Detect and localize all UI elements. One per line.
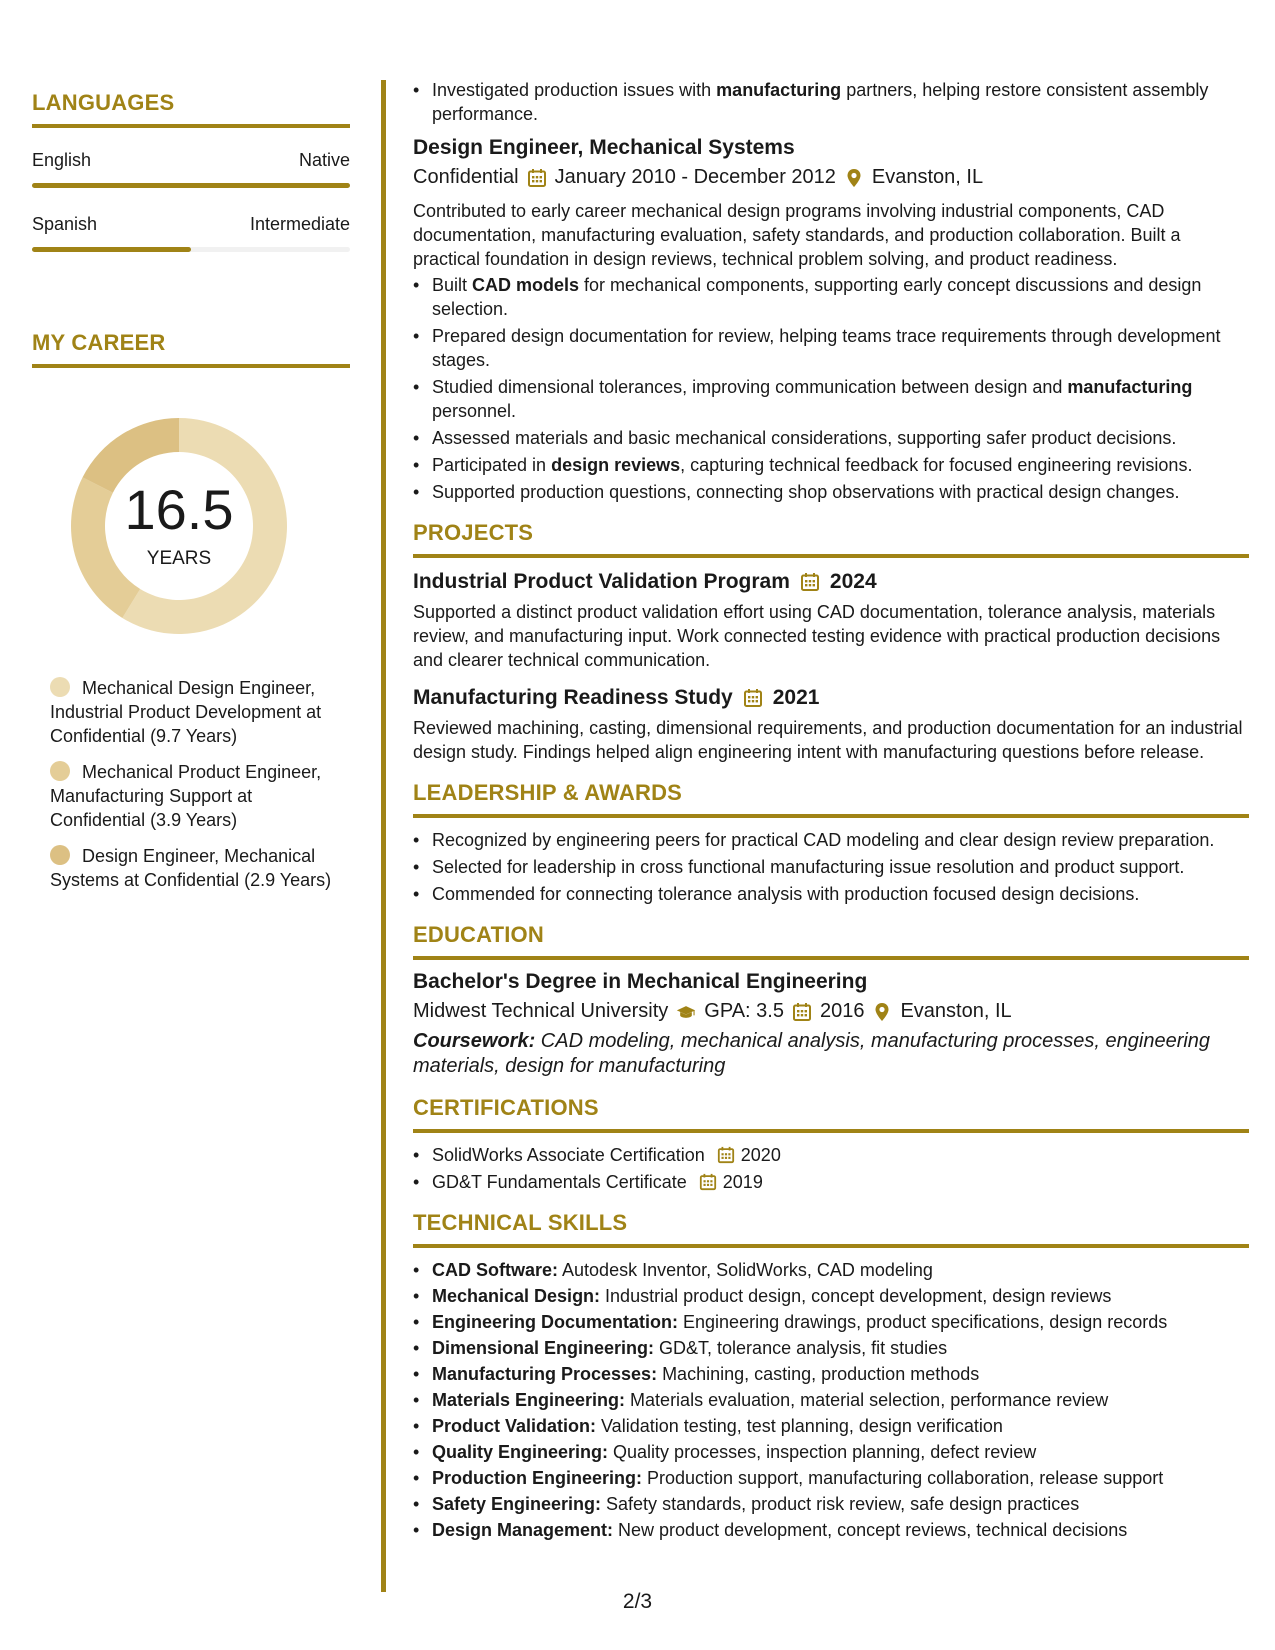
continued-bullets (413, 78, 1249, 126)
language-name: English (32, 150, 92, 170)
career-total-unit: YEARS (146, 548, 212, 569)
bullet-item: • Assessed materials and basic mechanical considerations, supporting safer product decisions. (413, 426, 1249, 450)
skill-item: • Product Validation: Validation testing, test planning, design verification (413, 1414, 1249, 1438)
language-item (32, 150, 350, 188)
skills-title: TECHNICAL SKILLS (413, 1210, 1249, 1248)
skill-item: • Production Engineering: Production support, manufacturing collaboration, release support (413, 1466, 1249, 1490)
career-legend-label: Design Engineer, Mechanical Systems at Confidential (2.9 Years) (50, 846, 332, 890)
language-level: Native (298, 150, 350, 170)
bullet-item: • Supported production questions, connecting shop observations with practical design changes. (413, 480, 1249, 504)
project-entry (413, 570, 1249, 672)
job-company: Confidential (413, 166, 519, 188)
right-column (413, 78, 1249, 1544)
bullet-item: • Built CAD models for mechanical components, supporting early concept discussions and design selection. (413, 273, 1249, 321)
language-proficiency-fill (32, 183, 350, 188)
bullet-item: • Investigated production issues with manufacturing partners, helping restore consistent assembly performance. (413, 78, 1249, 126)
calendar-icon (743, 688, 763, 708)
bullet-item: • Prepared design documentation for review, helping teams trace requirements through development stages. (413, 324, 1249, 372)
calendar-icon (800, 572, 820, 592)
graduation-cap-icon (676, 1002, 696, 1022)
certifications-list (413, 1143, 1249, 1194)
legend-dot-icon (50, 761, 70, 781)
project-name: Industrial Product Validation Program (413, 570, 790, 593)
skill-item: • Materials Engineering: Materials evaluation, material selection, performance review (413, 1388, 1249, 1412)
career-legend-label: Mechanical Product Engineer, Manufacturing Support at Confidential (3.9 Years) (50, 762, 322, 830)
education-location: Evanston, IL (900, 1000, 1012, 1022)
language-item (32, 214, 350, 252)
languages-section (32, 90, 350, 252)
project-year: 2024 (829, 570, 877, 593)
education-title: EDUCATION (413, 922, 1249, 960)
legend-dot-icon (50, 845, 70, 865)
coursework-text: CAD modeling, mechanical analysis, manufacturing processes, engineering materials, design for manufacturing (413, 1030, 1211, 1077)
skill-item: • Safety Engineering: Safety standards, product risk review, safe design practices (413, 1492, 1249, 1516)
legend-dot-icon (50, 677, 70, 697)
bullet-item: • Studied dimensional tolerances, improving communication between design and manufacturing personnel. (413, 375, 1249, 423)
language-proficiency-bar (32, 247, 350, 252)
award-item: • Commended for connecting tolerance analysis with production focused design decisions. (413, 882, 1249, 906)
gpa: GPA: 3.5 (704, 1000, 784, 1022)
skills-section (413, 1210, 1249, 1542)
certification-year: 2019 (722, 1172, 763, 1192)
certification-item (413, 1170, 1249, 1194)
career-legend (32, 676, 350, 892)
certification-name: • SolidWorks Associate Certification (432, 1145, 705, 1165)
location-pin-icon (872, 1002, 892, 1022)
career-donut-chart (65, 412, 293, 640)
job-location: Evanston, IL (871, 166, 984, 188)
job-entry (413, 136, 1249, 504)
education-section (413, 922, 1249, 1079)
column-divider (381, 80, 386, 1592)
certification-item (413, 1143, 1249, 1167)
page-number: 2/3 (622, 1590, 653, 1613)
job-title: Design Engineer, Mechanical Systems (413, 136, 795, 159)
job-meta (413, 166, 1249, 189)
awards-title: LEADERSHIP & AWARDS (413, 780, 1249, 818)
career-legend-item (50, 844, 332, 892)
career-legend-label: Mechanical Design Engineer, Industrial Product Development at Confidential (9.7 Years) (50, 678, 322, 746)
career-legend-item (50, 760, 332, 832)
languages-title: LANGUAGES (32, 90, 350, 128)
graduation-year: 2016 (819, 1000, 865, 1022)
award-item: • Selected for leadership in cross functional manufacturing issue resolution and product support. (413, 855, 1249, 879)
skill-item: • Design Management: New product development, concept reviews, technical decisions (413, 1518, 1249, 1542)
calendar-icon (527, 168, 547, 188)
projects-title: PROJECTS (413, 520, 1249, 558)
project-entry (413, 686, 1249, 764)
project-description: Supported a distinct product validation effort using CAD documentation, tolerance analysis, materials review, and manufacturing input. Work connected testing evidence with practical production decisions and clearer technical communication. (413, 602, 1221, 670)
skills-list (413, 1258, 1249, 1542)
certification-name: • GD&T Fundamentals Certificate (432, 1172, 687, 1192)
calendar-icon (717, 1146, 735, 1164)
career-section (32, 330, 350, 892)
skill-item: • Quality Engineering: Quality processes, inspection planning, defect review (413, 1440, 1249, 1464)
career-legend-item (50, 676, 332, 748)
school-name: Midwest Technical University (413, 1000, 669, 1022)
job-bullets (413, 273, 1249, 504)
certifications-section (413, 1095, 1249, 1194)
location-pin-icon (844, 168, 864, 188)
skill-item: • Dimensional Engineering: GD&T, tolerance analysis, fit studies (413, 1336, 1249, 1360)
award-item: • Recognized by engineering peers for practical CAD modeling and clear design review preparation. (413, 828, 1249, 852)
skill-item: • CAD Software: Autodesk Inventor, SolidWorks, CAD modeling (413, 1258, 1249, 1282)
calendar-icon (792, 1002, 812, 1022)
career-total-years: 16.5 (124, 478, 234, 541)
skill-item: • Mechanical Design: Industrial product design, concept development, design reviews (413, 1284, 1249, 1308)
project-year: 2021 (772, 686, 820, 709)
bullet-item: • Participated in design reviews, capturing technical feedback for focused engineering revisions. (413, 453, 1249, 477)
awards-section (413, 780, 1249, 906)
language-name: Spanish (32, 214, 98, 234)
calendar-icon (699, 1173, 717, 1191)
job-summary: Contributed to early career mechanical design programs involving industrial components, CAD documentation, manufacturing evaluation, safety standards, and production collaboration. Built a practical foundation in design reviews, technical problem solving, and product readiness. (413, 201, 1181, 269)
coursework-label: Coursework: (413, 1030, 536, 1052)
language-level: Intermediate (249, 214, 350, 234)
skill-item: • Engineering Documentation: Engineering drawings, product specifications, design records (413, 1310, 1249, 1334)
job-dates: January 2010 - December 2012 (554, 166, 836, 188)
projects-section (413, 520, 1249, 764)
skill-item: • Manufacturing Processes: Machining, casting, production methods (413, 1362, 1249, 1386)
career-title: MY CAREER (32, 330, 350, 368)
certifications-title: CERTIFICATIONS (413, 1095, 1249, 1133)
language-proficiency-fill (32, 247, 191, 252)
coursework (413, 1029, 1249, 1079)
project-name: Manufacturing Readiness Study (413, 686, 733, 709)
project-description: Reviewed machining, casting, dimensional requirements, and production documentation for an industrial design study. Findings helped align engineering intent with manufacturing questions before release. (413, 718, 1243, 762)
certification-year: 2020 (740, 1145, 781, 1165)
left-column (32, 90, 350, 904)
education-meta (413, 1000, 1249, 1023)
degree-title: Bachelor's Degree in Mechanical Engineering (413, 970, 868, 993)
awards-list (413, 828, 1249, 906)
language-proficiency-bar (32, 183, 350, 188)
